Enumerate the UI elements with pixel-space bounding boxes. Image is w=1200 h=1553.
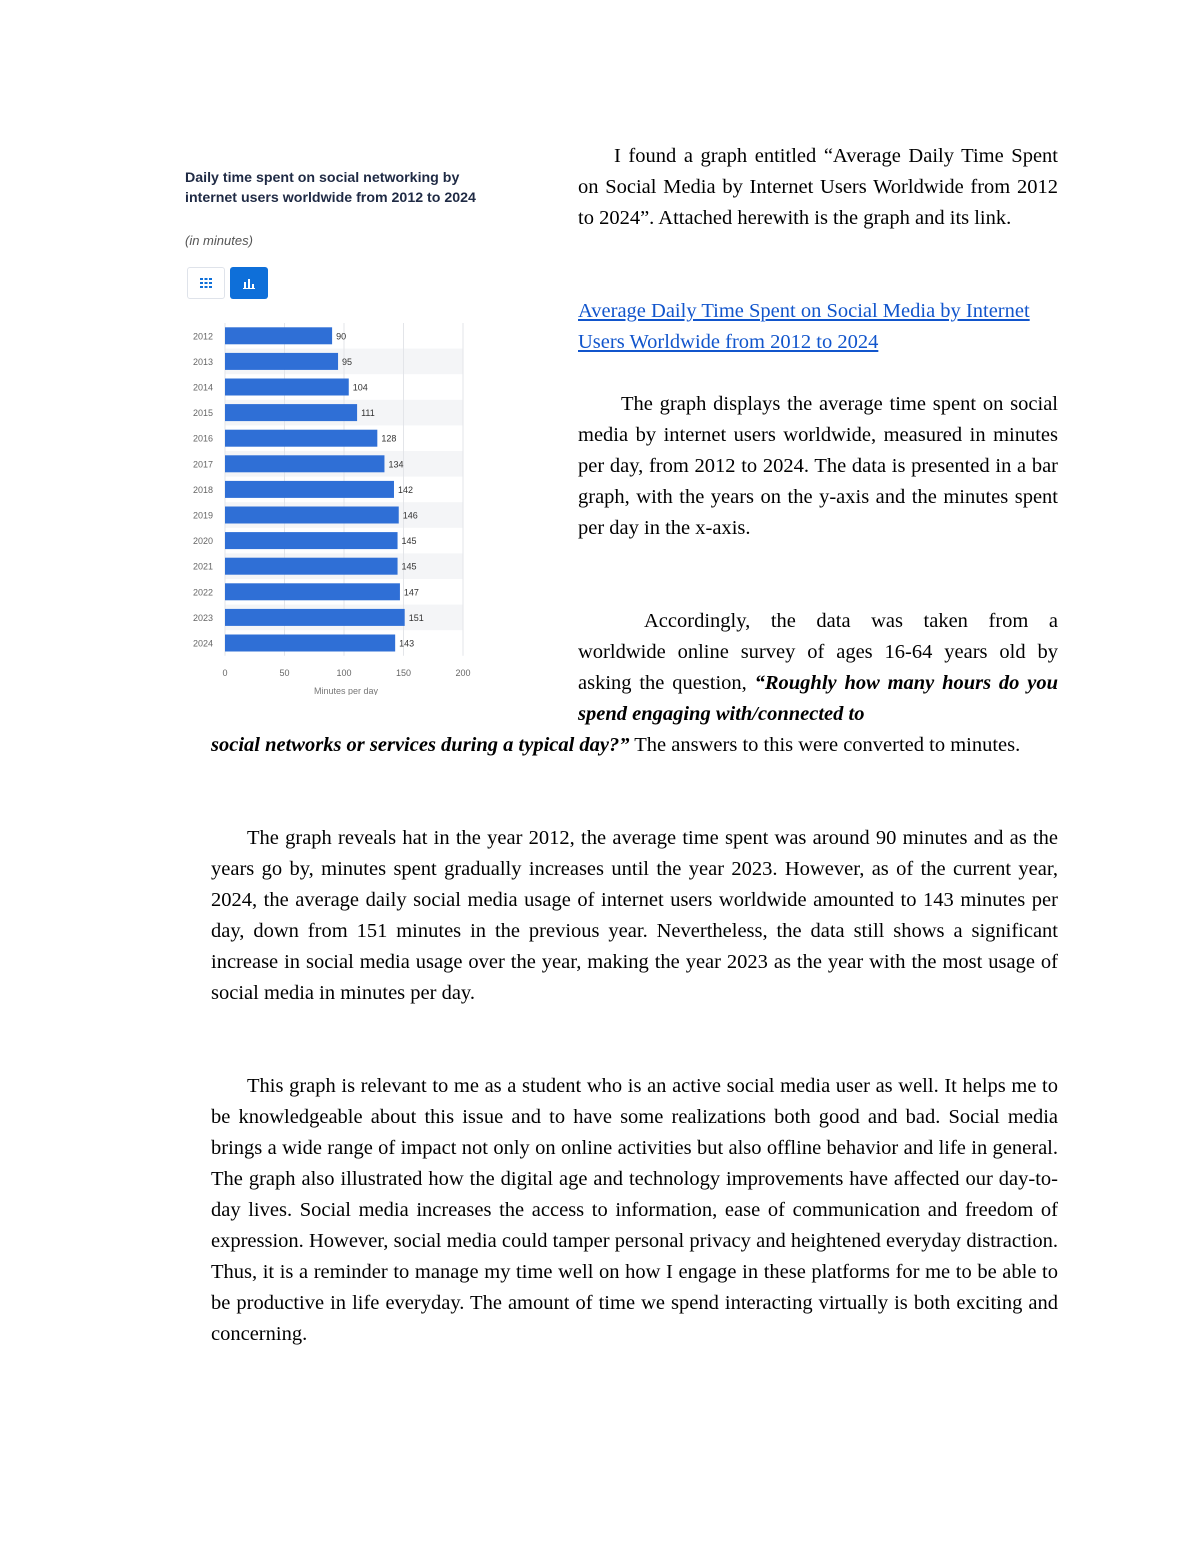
y-tick-label: 2016 [193,433,214,444]
y-tick-label: 2018 [193,484,214,495]
y-tick-label: 2022 [193,587,214,598]
source-link[interactable]: Average Daily Time Spent on Social Media by Internet Users Worldwide from 2012 to 2024 [578,300,1030,353]
paragraph-survey [578,606,1058,730]
data-label: 90 [336,331,347,342]
y-tick-label: 2014 [193,382,214,393]
bar [225,507,399,524]
data-label: 151 [408,612,424,623]
x-tick-label: 150 [395,667,412,678]
chart-view-button[interactable] [230,267,268,299]
paragraph-intro: I found a graph entitled “Average Daily Time Spent on Social Media by Internet Users Worldwide from 2012 to 2024”. Attached herewith is the graph and its link. [578,145,1058,229]
bar [225,353,338,370]
y-tick-label: 2013 [193,356,214,367]
paragraph-description: The graph displays the average time spent on social media by internet users worldwide, measured in minutes per day, from 2012 to 2024. The data is presented in a bar graph, with the years on the y-axis and the minutes spent per day in the x-axis. [578,393,1058,539]
y-tick-label: 2020 [193,536,214,547]
bar [225,430,377,447]
paragraph-survey-continued [211,730,1058,761]
x-tick-label: 50 [279,667,290,678]
bar [225,327,332,344]
paragraph-reflection: This graph is relevant to me as a student who is an active social media user as well. It helps me to be knowledgeable about this issue and to have some realizations both good and bad. Social media brings a wide range of impact not only on online activities but also offline behavior and life in general. The graph also illustrated how the digital age and technology improvements have affected our day-to-day lives. Social media increases the access to information, ease of communication and freedom of expression. However, social media could tamper personal privacy and heightened everyday distraction. Thus, it is a reminder to manage my time well on how I engage in these platforms for me to be able to be productive in life everyday. The amount of time we spend interacting virtually is both exciting and concerning. [211,1075,1058,1345]
data-label: 142 [397,484,414,495]
y-tick-label: 2015 [193,408,214,419]
x-tick-label: 100 [336,667,352,678]
data-label: 128 [381,433,397,444]
y-tick-label: 2017 [193,459,214,470]
bar [225,481,394,498]
source-link-paragraph [578,296,1058,358]
y-tick-label: 2021 [193,561,214,572]
chart-title: Daily time spent on social networking by internet users worldwide from 2012 to 2024 [185,170,476,206]
y-tick-label: 2019 [193,510,214,521]
x-axis-label: Minutes per day [313,685,379,695]
bar [225,635,395,652]
chart-subtitle: (in minutes) [185,233,253,248]
survey-question-part-2: social networks or services during a typical day?” [211,734,630,756]
data-label: 145 [401,561,417,572]
table-view-button[interactable] [187,267,225,299]
bar [225,558,398,575]
bar [225,583,400,600]
bar [225,455,384,472]
survey-text-start: Accordingly, the data was taken from a worldwide online survey of ages 16-64 years old by asking the question, [578,610,1058,694]
bar [225,379,349,396]
survey-question-part-1: “Roughly how many hours do you spend engaging with/connected to [578,672,1058,725]
grid-icon [200,278,212,288]
bar [225,532,398,549]
data-label: 145 [401,536,417,547]
y-tick-label: 2023 [193,612,214,623]
data-label: 143 [399,638,415,649]
data-label: 146 [402,510,418,521]
x-tick-label: 200 [455,667,471,678]
x-tick-label: 0 [222,667,228,678]
data-label: 104 [352,382,368,393]
data-label: 111 [361,408,375,419]
survey-text-end: The answers to this were converted to minutes. [629,734,1021,756]
paragraph-analysis: The graph reveals hat in the year 2012, the average time spent was around 90 minutes and as the years go by, minutes spent gradually increases until the year 2023. However, as of the current year, 2024, the average daily social media usage of internet users worldwide amounted to 143 minutes per day, down from 151 minutes in the previous year. Nevertheless, the data still shows a significant increase in social media usage over the year, making the year 2023 as the year with the most usage of social media in minutes per day. [211,827,1058,1004]
data-label: 147 [403,587,419,598]
bar [225,609,405,626]
data-label: 134 [388,459,404,470]
y-tick-label: 2024 [193,638,214,649]
bar [225,404,357,421]
y-tick-label: 2012 [193,331,214,342]
chart-figure [183,165,483,695]
bar-chart-icon [243,278,255,289]
bar-chart [183,315,483,695]
data-label: 95 [342,356,353,367]
